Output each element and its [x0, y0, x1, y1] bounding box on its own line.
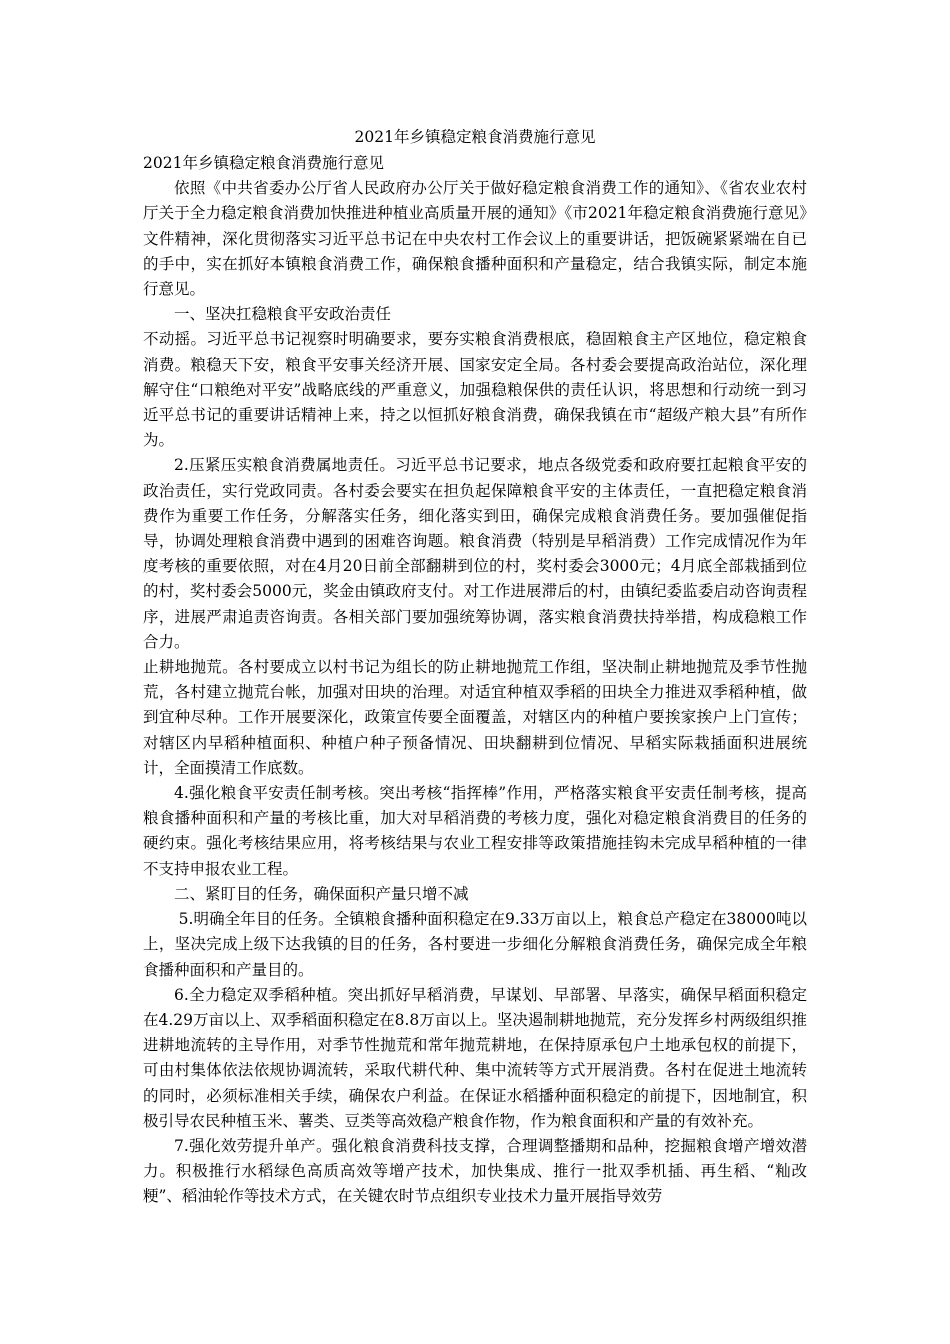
document-title: 2021年乡镇稳定粮食消费施行意见	[354, 128, 596, 146]
paragraph-item-4: 4.强化粮食平安责任制考核。突出考核“指挥棒”作用，严格落实粮食平安责任制考核，提高粮食播种面积和产量的考核比重，加大对早稻消费的考核力度，强化对稳定粮食消费目的任务的硬约束。强化考核结果应用，将考核结果与农业工程安排等政策措施挂钩未完成早稻种植的一律不支持申报农业工程。	[143, 784, 807, 878]
paragraph-item-3-body: 止耕地抛荒。各村要成立以村书记为组长的防止耕地抛荒工作组，坚决制止耕地抛荒及季节性抛荒，各村建立抛荒台帐，加强对田块的治理。对适宜种植双季稻的田块全力推进双季稻种植，做到宜种尽种。工作开展要深化，政策宣传要全面覆盖，对辖区内的种植户要挨家挨户上门宣传；对辖区内早稻种植面积、种植户种子预备情况、田块翻耕到位情况、早稻实际栽插面积进展统计，全面摸清工作底数。	[143, 658, 807, 777]
document-subtitle: 2021年乡镇稳定粮食消费施行意见	[143, 154, 384, 172]
paragraph-item-5: 5.明确全年目的任务。全镇粮食播种面积稳定在9.33万亩以上，粮食总产稳定在38000吨以上，坚决完成上级下达我镇的目的任务，各村要进一步细化分解粮食消费任务，确保完成全年粮食播种面积和产量目的。	[143, 910, 807, 979]
paragraph-intro: 依照《中共省委办公厅省人民政府办公厅关于做好稳定粮食消费工作的通知》、《省农业农村厅关于全力稳定粮食消费加快推进种植业高质量开展的通知》《市2021年稳定粮食消费施行意见》文件精神，深化贯彻落实习近平总书记在中央农村工作会议上的重要讲话，把饭碗紧紧端在自已的手中，实在抓好本镇粮食消费工作，确保粮食播种面积和产量稳定，结合我镇实际，制定本施行意见。	[143, 179, 807, 299]
paragraph-1-body: 不动摇。习近平总书记视察时明确要求，要夯实粮食消费根底，稳固粮食主产区地位，稳定粮食消费。粮稳天下安，粮食平安事关经济开展、国家安定全局。各村委会要提高政治站位，深化理解守住“口粮绝对平安”战略底线的严重意义，加强稳粮保供的责任认识，将思想和行动统一到习近平总书记的重要讲话精神上来，持之以恒抓好粮食消费，确保我镇在市“超级产粮大县”有所作为。	[143, 330, 807, 450]
document-page	[143, 124, 807, 1210]
paragraph-item-2: 2.压紧压实粮食消费属地责任。习近平总书记要求，地点各级党委和政府要扛起粮食平安的政治责任，实行党政同责。各村委会要实在担负起保障粮食平安的主体责任，一直把稳定粮食消费作为重要工作任务，分解落实任务，细化落实到田，确保完成粮食消费任务。要加强催促指导，协调处理粮食消费中遇到的困难咨询题。粮食消费（特别是早稻消费）工作完成情况作为年度考核的重要依照，对在4月20日前全部翻耕到位的村，奖村委会3000元；4月底全部栽插到位的村，奖村委会5000元，奖金由镇政府支付。对工作进展滞后的村，由镇纪委监委启动咨询责程序，进展严肃追责咨询责。各相关部门要加强统筹协调，落实粮食消费扶持举措，构成稳粮工作合力。	[143, 456, 807, 651]
paragraph-item-7: 7.强化效劳提升单产。强化粮食消费科技支撑，合理调整播期和品种，挖掘粮食增产增效潜力。积极推行水稻绿色高质高效等增产技术，加快集成、推行一批双季机插、再生稻、“籼改粳”、稻油轮作等技术方式，在关键农时节点组织专业技术力量开展指导效劳	[143, 1136, 807, 1206]
section-heading-1: 一、坚决扛稳粮食平安政治责任	[174, 305, 392, 324]
section-heading-2: 二、紧盯目的任务，确保面积产量只增不减	[174, 884, 469, 903]
paragraph-item-6: 6.全力稳定双季稻种植。突出抓好早稻消费，早谋划、早部署、早落实，确保早稻面积稳定在4.29万亩以上、双季稻面积稳定在8.8万亩以上。坚决遏制耕地抛荒，充分发挥乡村两级组织推进耕地流转的主导作用，对季节性抛荒和常年抛荒耕地，在保持原承包户土地承包权的前提下，可由村集体依法依规协调流转，采取代耕代种、集中流转等方式开展消费。各村在促进土地流转的同时，必须标准相关手续，确保农户利益。在保证水稻播种面积稳定的前提下，因地制宜，积极引导农民种植玉米、薯类、豆类等高效稳产粮食作物，作为粮食面积和产量的有效补充。	[143, 985, 807, 1130]
